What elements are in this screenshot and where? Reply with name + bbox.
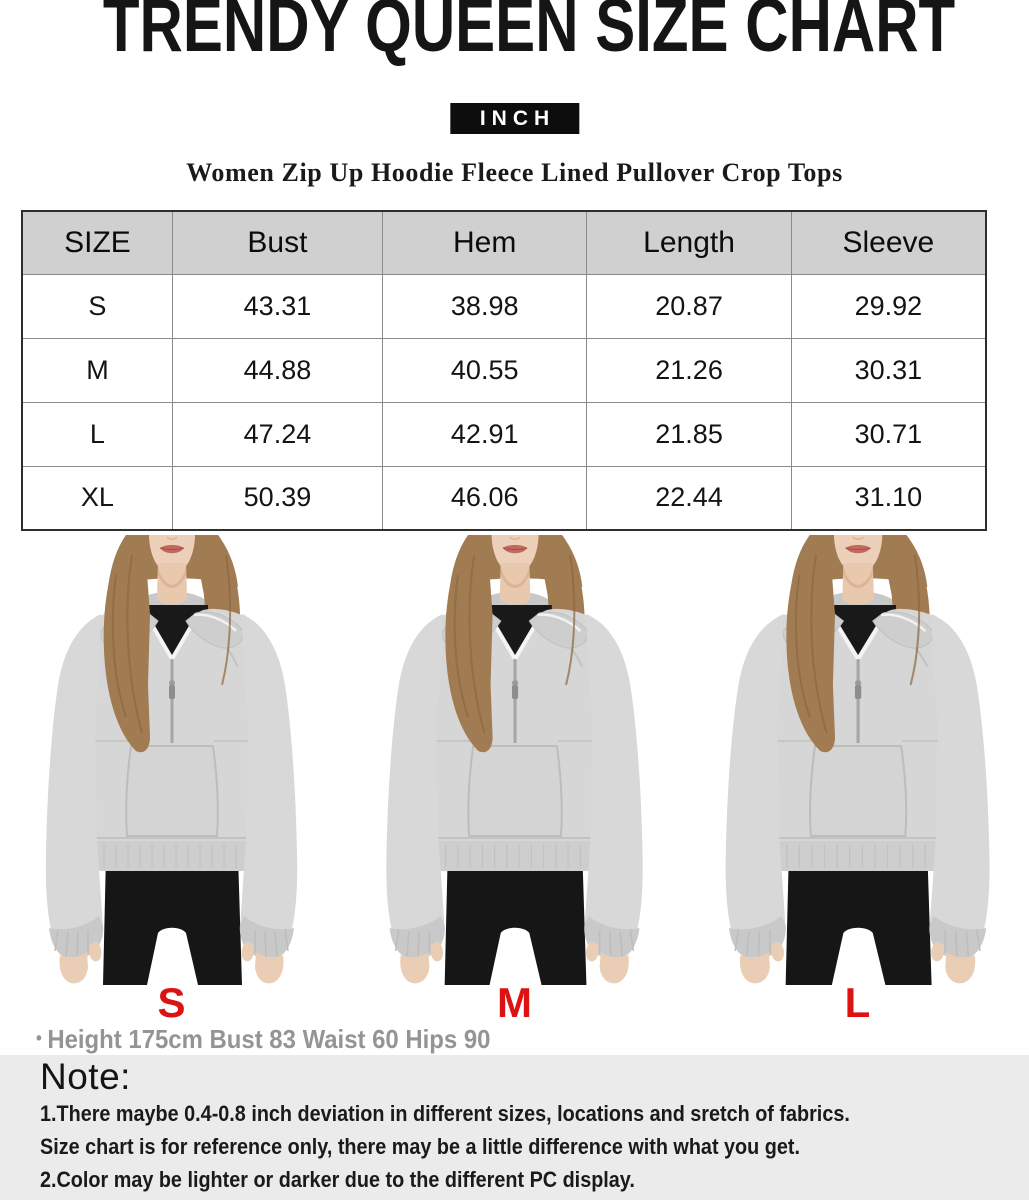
- cell-length: 22.44: [587, 466, 791, 530]
- cell-bust: 50.39: [172, 466, 382, 530]
- note-section: [0, 1055, 1029, 1200]
- model-photos-row: [0, 535, 1029, 985]
- model-illustration: [0, 535, 343, 985]
- photo-label-l: L: [844, 979, 871, 1026]
- cell-size: L: [22, 402, 172, 466]
- cell-hem: 46.06: [383, 466, 587, 530]
- col-header-hem: Hem: [383, 211, 587, 274]
- page-title: TRENDY QUEEN SIZE CHART: [102, 0, 956, 67]
- model-illustration: [686, 535, 1029, 985]
- model-photo-size-s: [0, 535, 343, 985]
- table-row: [22, 274, 986, 338]
- cell-length: 21.85: [587, 402, 791, 466]
- cell-size: S: [22, 274, 172, 338]
- cell-sleeve: 29.92: [791, 274, 986, 338]
- product-subtitle: Women Zip Up Hoodie Fleece Lined Pullover Crop Tops: [186, 158, 843, 187]
- model-photo-size-l: [686, 535, 1029, 985]
- table-row: [22, 466, 986, 530]
- unit-badge: INCH: [450, 103, 579, 134]
- cell-size: XL: [22, 466, 172, 530]
- cell-bust: 43.31: [172, 274, 382, 338]
- cell-size: M: [22, 338, 172, 402]
- cell-bust: 47.24: [172, 402, 382, 466]
- col-header-sleeve: Sleeve: [791, 211, 986, 274]
- model-illustration: [343, 535, 686, 985]
- model-measurements: [36, 1024, 490, 1055]
- table-header-row: [22, 211, 986, 274]
- cell-sleeve: 30.31: [791, 338, 986, 402]
- table-row: [22, 402, 986, 466]
- model-photo-size-m: [343, 535, 686, 985]
- col-header-length: Length: [587, 211, 791, 274]
- photo-label-m: M: [497, 979, 532, 1026]
- cell-sleeve: 30.71: [791, 402, 986, 466]
- cell-bust: 44.88: [172, 338, 382, 402]
- photo-label-s: S: [157, 979, 186, 1026]
- bullet-icon: •: [36, 1028, 42, 1048]
- cell-hem: 40.55: [383, 338, 587, 402]
- note-heading: Note:: [40, 1056, 131, 1097]
- cell-hem: 42.91: [383, 402, 587, 466]
- model-measurements-text: Height 175cm Bust 83 Waist 60 Hips 90: [47, 1024, 491, 1054]
- col-header-size: SIZE: [22, 211, 172, 274]
- photo-size-labels: [0, 981, 1029, 1025]
- cell-length: 21.26: [587, 338, 791, 402]
- cell-length: 20.87: [587, 274, 791, 338]
- cell-hem: 38.98: [383, 274, 587, 338]
- size-chart-table: [21, 210, 987, 531]
- col-header-bust: Bust: [172, 211, 382, 274]
- cell-sleeve: 31.10: [791, 466, 986, 530]
- note-line-1: 1.There maybe 0.4-0.8 inch deviation in different sizes, locations and sretch of fabrics.: [40, 1101, 850, 1126]
- table-row: [22, 338, 986, 402]
- note-line-3: 2.Color may be lighter or darker due to the different PC display.: [40, 1167, 635, 1192]
- note-line-2: Size chart is for reference only, there may be a little difference with what you get.: [40, 1134, 800, 1159]
